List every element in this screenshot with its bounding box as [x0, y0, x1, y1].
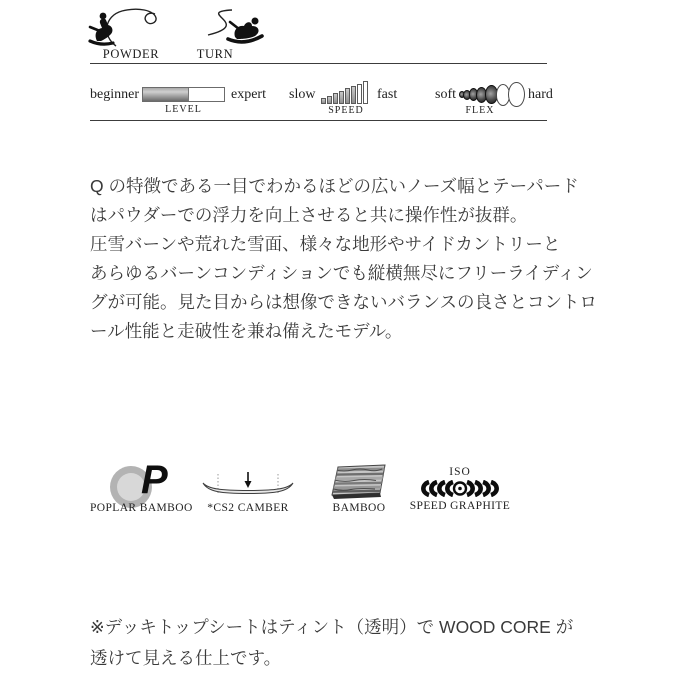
- poplar-letter: P: [141, 458, 168, 502]
- powder-rider-icon: [86, 6, 166, 50]
- flex-circle: [508, 82, 524, 107]
- footer-note: [90, 612, 600, 674]
- flex-meter: [459, 81, 529, 108]
- description-line: ール性能と走破性を兼ね備えたモデル。: [90, 321, 403, 341]
- bamboo-wood-icon: [330, 464, 388, 502]
- speed-bar: [351, 86, 356, 104]
- description-line: グが可能。見た目からは想像できないバランスの良さとコントロ: [90, 292, 597, 312]
- flex-hard-label: hard: [528, 87, 553, 102]
- level-caption: LEVEL: [165, 104, 202, 115]
- speed-slow-label: slow: [289, 87, 316, 102]
- description-paragraph: [90, 172, 600, 346]
- speed-caption: SPEED: [328, 105, 364, 116]
- graphite-chevrons-icon: [421, 480, 499, 497]
- divider-top: [90, 63, 547, 64]
- poplar-bamboo-label: POPLAR BAMBOO: [90, 502, 193, 514]
- description-line: Q の特徴である一目でわかるほどの広いノーズ幅とテーパード: [90, 176, 579, 196]
- description-line: あらゆるバーンコンディションでも縦横無尽にフリーライディン: [90, 263, 593, 283]
- level-expert-label: expert: [231, 87, 266, 102]
- camber-profile-icon: [200, 470, 296, 500]
- powder-label: POWDER: [102, 47, 160, 61]
- description-line: はパウダーでの浮力を向上させると共に操作性が抜群。: [90, 205, 528, 225]
- level-fill: [143, 88, 189, 101]
- flex-caption: FLEX: [465, 105, 495, 116]
- iso-label: ISO: [449, 466, 471, 478]
- cs2-camber-label: *CS2 CAMBER: [207, 502, 289, 514]
- speed-fast-label: fast: [377, 87, 398, 102]
- flex-soft-label: soft: [435, 87, 456, 102]
- bamboo-label: BAMBOO: [332, 502, 386, 514]
- description-line: 圧雪バーンや荒れた雪面、様々な地形やサイドカントリーと: [90, 234, 561, 254]
- footer-line: ※デッキトップシートはティント（透明）で WOOD CORE が: [90, 617, 574, 637]
- divider-ratings: [90, 120, 547, 121]
- level-meter: [142, 87, 225, 102]
- speed-bar: [333, 93, 338, 104]
- speed-bar: [363, 81, 368, 104]
- speed-bar: [321, 98, 326, 104]
- speed-bar: [327, 96, 332, 104]
- speed-bar: [357, 84, 362, 104]
- speed-bar: [339, 91, 344, 104]
- speed-graphite-label: SPEED GRAPHITE: [409, 500, 511, 512]
- footer-line: 透けて見える仕上です。: [90, 648, 282, 668]
- speed-meter: [321, 80, 373, 104]
- level-beginner-label: beginner: [90, 87, 139, 102]
- turn-rider-icon: [178, 8, 268, 48]
- turn-label: TURN: [196, 47, 234, 61]
- speed-bar: [345, 88, 350, 104]
